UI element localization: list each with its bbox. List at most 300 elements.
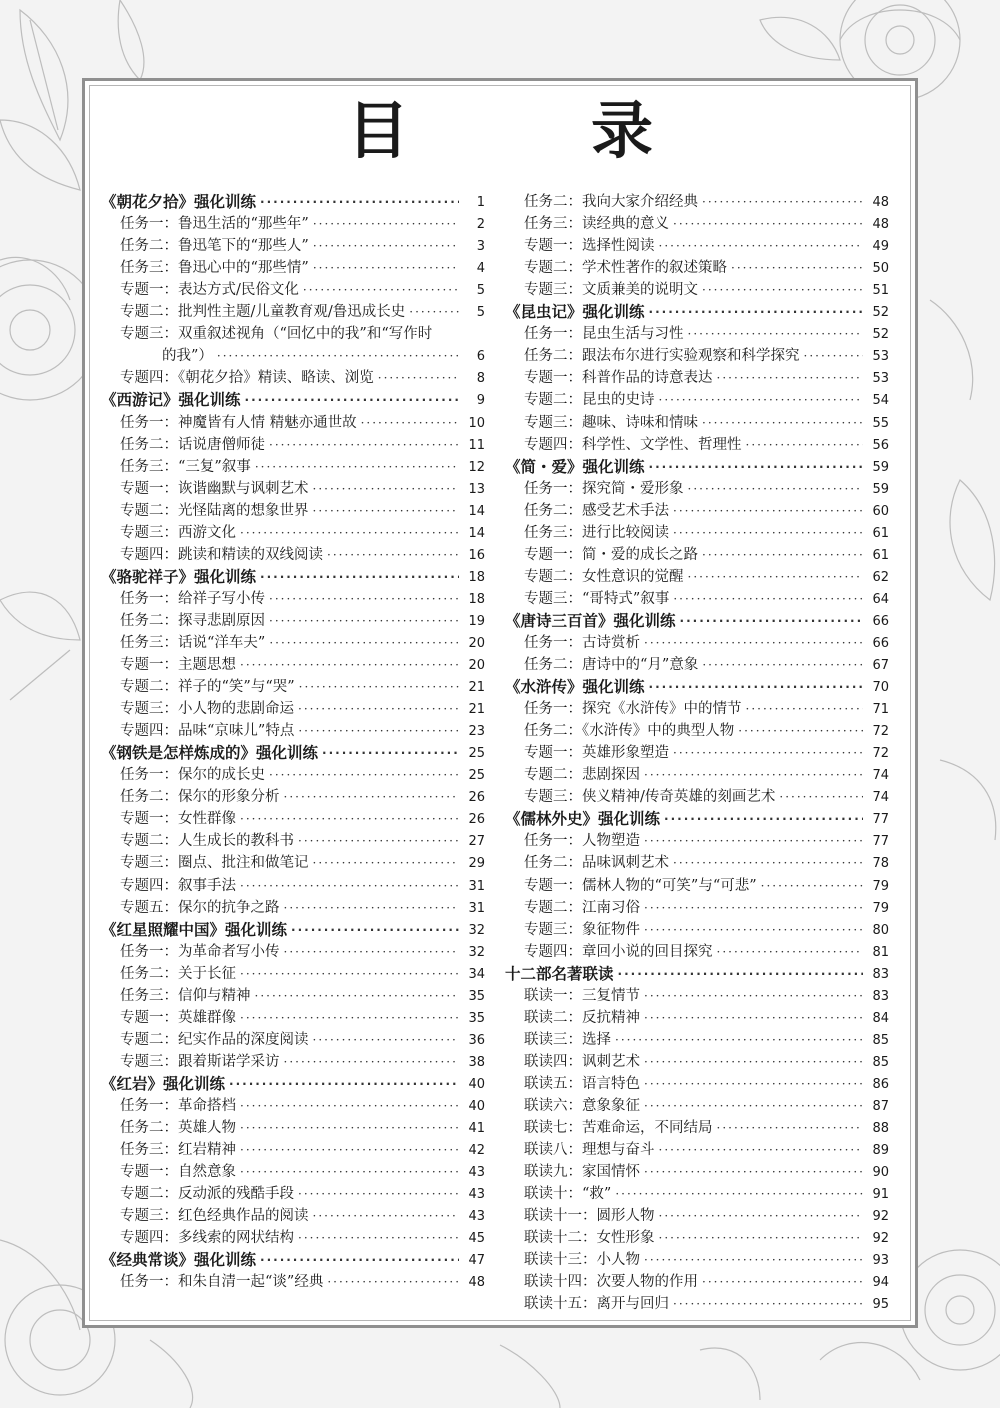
toc-page-number: 64 — [872, 591, 889, 607]
toc-entry-title: 专题一：简・爱的成长之路 — [524, 546, 698, 563]
toc-entry — [101, 1116, 485, 1138]
toc-entry-title: 专题四：品味“京味儿”特点 — [120, 723, 295, 740]
toc-entry-title: 联读三：选择 — [524, 1031, 611, 1048]
toc-leader-dots — [702, 546, 863, 565]
toc-entry-title: 任务三：读经典的意义 — [524, 216, 669, 233]
toc-leader-dots — [644, 1053, 863, 1072]
toc-entry-title: 任务一：鲁迅生活的“那些年” — [120, 216, 309, 233]
toc-page-number: 32 — [468, 922, 485, 938]
toc-entry-title: 专题一：英雄形象塑造 — [524, 745, 669, 762]
toc-leader-dots — [804, 347, 864, 366]
toc-page-number: 90 — [872, 1165, 889, 1181]
toc-entry — [101, 322, 485, 344]
toc-page-number: 56 — [872, 437, 889, 453]
toc-page-number: 26 — [468, 790, 485, 806]
toc-entry — [505, 1138, 889, 1160]
toc-entry-title: 专题二：纪实作品的深度阅读 — [120, 1031, 309, 1048]
toc-leader-dots — [378, 369, 459, 388]
toc-entry — [505, 1160, 889, 1182]
page-title: 目 录 — [346, 94, 713, 167]
toc-page-number: 66 — [872, 613, 889, 629]
toc-entry — [101, 278, 485, 300]
toc-page-number: 83 — [872, 966, 889, 982]
toc-leader-dots — [615, 1185, 863, 1204]
toc-entry-title: 任务三：信仰与精神 — [120, 987, 251, 1004]
toc-page-number: 51 — [872, 283, 889, 299]
toc-leader-dots — [688, 480, 864, 499]
toc-leader-dots — [284, 788, 460, 807]
toc-entry-title: 任务二：鲁迅笔下的“那些人” — [120, 238, 309, 255]
toc-entry — [101, 455, 485, 477]
toc-entry-title: 任务一：保尔的成长史 — [120, 767, 265, 784]
toc-entry — [101, 433, 485, 455]
toc-entry — [505, 234, 889, 256]
toc-leader-dots — [298, 1229, 459, 1248]
toc-entry — [101, 896, 485, 918]
toc-leader-dots — [322, 744, 459, 763]
toc-page-number: 93 — [872, 1253, 889, 1269]
toc-page-number: 18 — [468, 591, 485, 607]
toc-leader-dots — [673, 524, 863, 543]
toc-entry-title: 专题三：侠义精神/传奇英雄的刻画艺术 — [524, 789, 776, 806]
toc-page-number: 20 — [468, 658, 485, 674]
toc-leader-dots — [298, 832, 459, 851]
toc-page-number: 61 — [872, 547, 889, 563]
toc-entry-title: 任务一：探究《水浒传》中的情节 — [524, 701, 742, 718]
toc-entry — [101, 851, 485, 873]
toc-entry — [101, 631, 485, 653]
toc-page-number: 81 — [872, 944, 889, 960]
toc-leader-dots — [673, 590, 863, 609]
toc-entry — [101, 1094, 485, 1116]
toc-leader-dots — [659, 1207, 864, 1226]
toc-leader-dots — [644, 899, 863, 918]
toc-page-number: 91 — [872, 1187, 889, 1203]
toc-page-number: 5 — [476, 305, 485, 321]
toc-entry-title: 专题二：人生成长的教科书 — [120, 833, 294, 850]
toc-entry — [101, 1138, 485, 1160]
toc-entry — [505, 1226, 889, 1248]
toc-leader-dots — [688, 325, 864, 344]
toc-entry — [505, 984, 889, 1006]
toc-page-number: 35 — [468, 988, 485, 1004]
toc-page-number: 60 — [872, 503, 889, 519]
toc-leader-dots — [659, 391, 864, 410]
toc-entry — [505, 1028, 889, 1050]
toc-entry-title: 任务一：探究简・爱形象 — [524, 480, 684, 497]
toc-entry — [101, 366, 485, 388]
toc-leader-dots — [615, 1031, 863, 1050]
toc-leader-dots — [644, 987, 863, 1006]
toc-section-heading — [505, 807, 889, 829]
toc-entry — [505, 631, 889, 653]
toc-entry-title: 任务二：品味讽刺艺术 — [524, 855, 669, 872]
toc-entry — [505, 1182, 889, 1204]
toc-entry-title: 专题二：江南习俗 — [524, 899, 640, 916]
toc-entry-title: 联读九：家国情怀 — [524, 1164, 640, 1181]
toc-entry-title: 专题三：“哥特式”叙事 — [524, 590, 670, 607]
toc-leader-dots — [284, 899, 460, 918]
toc-leader-dots — [649, 678, 863, 697]
toc-entry-title: 《钢铁是怎样炼成的》强化训练 — [101, 744, 319, 763]
toc-leader-dots — [240, 1163, 459, 1182]
toc-entry-title: 专题二：学术性著作的叙述策略 — [524, 260, 727, 277]
toc-leader-dots — [299, 678, 459, 697]
toc-entry — [505, 785, 889, 807]
toc-page-number: 84 — [872, 1010, 889, 1026]
toc-entry-title: 联读二：反抗精神 — [524, 1009, 640, 1026]
toc-leader-dots — [618, 965, 863, 984]
toc-leader-dots — [298, 722, 459, 741]
toc-page-number: 43 — [468, 1165, 485, 1181]
toc-page-number: 14 — [468, 503, 485, 519]
toc-entry-title: 任务二：英雄人物 — [120, 1120, 236, 1137]
toc-leader-dots — [649, 458, 863, 477]
toc-leader-dots — [303, 281, 459, 300]
toc-page-number: 10 — [468, 415, 485, 431]
toc-entry-title: 专题三：圈点、批注和做笔记 — [120, 855, 309, 872]
toc-entry — [505, 433, 889, 455]
toc-entry — [505, 829, 889, 851]
toc-section-heading — [101, 741, 485, 763]
toc-page-number: 72 — [872, 746, 889, 762]
toc-page-number: 48 — [468, 1275, 485, 1291]
toc-page-number: 85 — [872, 1054, 889, 1070]
toc-entry — [101, 785, 485, 807]
toc-entry-title: 联读十三：小人物 — [524, 1252, 640, 1269]
toc-entry — [101, 587, 485, 609]
toc-entry — [505, 190, 889, 212]
toc-entry — [505, 477, 889, 499]
toc-entry — [101, 940, 485, 962]
toc-leader-dots — [644, 1163, 863, 1182]
toc-entry-title: 专题一：儒林人物的“可笑”与“可悲” — [524, 877, 757, 894]
toc-entry-title: 任务二：跟法布尔进行实验观察和科学探究 — [524, 348, 800, 365]
toc-entry-title: 专题三：小人物的悲剧命运 — [120, 701, 294, 718]
toc-leader-dots — [240, 1009, 459, 1028]
toc-page-number: 71 — [872, 702, 889, 718]
toc-entry-title: 《红星照耀中国》强化训练 — [101, 920, 288, 939]
toc-entry-title: 专题三：象征物件 — [524, 921, 640, 938]
toc-entry-title: 任务二：《水浒传》中的典型人物 — [524, 723, 735, 740]
toc-page-number: 32 — [468, 944, 485, 960]
toc-entry-title: 专题四：跳读和精读的双线阅读 — [120, 546, 323, 563]
toc-entry-title: 专题四：科学性、文学性、哲理性 — [524, 436, 742, 453]
toc-page-number: 85 — [872, 1032, 889, 1048]
toc-entry-title: 《儒林外史》强化训练 — [505, 810, 661, 829]
toc-page-number: 16 — [468, 547, 485, 563]
toc-section-heading — [505, 609, 889, 631]
toc-left-column — [101, 190, 485, 1292]
toc-entry-title: 专题一：英雄群像 — [120, 1009, 236, 1026]
toc-leader-dots — [673, 502, 863, 521]
toc-entry — [505, 940, 889, 962]
toc-leader-dots — [240, 810, 459, 829]
toc-entry-title: 《红岩》强化训练 — [101, 1074, 226, 1093]
toc-page-number: 40 — [468, 1098, 485, 1114]
toc-page-number: 88 — [872, 1121, 889, 1137]
toc-leader-dots — [738, 722, 863, 741]
toc-leader-dots — [702, 281, 863, 300]
toc-leader-dots — [260, 193, 459, 212]
toc-entry — [505, 1248, 889, 1270]
toc-entry — [505, 499, 889, 521]
toc-entry — [505, 1116, 889, 1138]
toc-entry-title: 任务三：红岩精神 — [120, 1142, 236, 1159]
toc-page-number: 74 — [872, 768, 889, 784]
toc-leader-dots — [644, 1075, 863, 1094]
toc-section-heading — [101, 1072, 485, 1094]
toc-entry-title: 联读十：“救” — [524, 1186, 612, 1203]
toc-leader-dots — [644, 1009, 863, 1028]
toc-entry-title: 《经典常谈》强化训练 — [101, 1251, 257, 1270]
toc-right-column — [505, 190, 889, 1314]
toc-entry-title: 任务三：话说“洋车夫” — [120, 634, 266, 651]
toc-entry — [505, 388, 889, 410]
toc-leader-dots — [245, 391, 459, 410]
toc-entry — [101, 300, 485, 322]
toc-entry — [101, 256, 485, 278]
toc-leader-dots — [673, 1295, 863, 1314]
toc-leader-dots — [717, 1119, 864, 1138]
toc-page-number: 21 — [468, 680, 485, 696]
toc-page-number: 66 — [872, 635, 889, 651]
toc-entry — [505, 1072, 889, 1094]
toc-entry-title: 专题四：《朝花夕拾》精读、略读、浏览 — [120, 370, 374, 387]
toc-page-number: 40 — [468, 1076, 485, 1092]
toc-entry-title: 专题二：光怪陆离的想象世界 — [120, 502, 309, 519]
toc-leader-dots — [240, 1097, 459, 1116]
toc-entry-title: 专题二：祥子的“笑”与“哭” — [120, 679, 295, 696]
toc-leader-dots — [240, 1141, 459, 1160]
toc-leader-dots — [291, 921, 459, 940]
toc-entry — [505, 741, 889, 763]
toc-entry-title: 任务二：唐诗中的“月”意象 — [524, 657, 699, 674]
toc-entry — [101, 697, 485, 719]
toc-entry-title: 任务一：古诗赏析 — [524, 634, 640, 651]
toc-entry — [101, 1028, 485, 1050]
toc-page-number: 8 — [476, 371, 485, 387]
toc-entry — [101, 962, 485, 984]
toc-page-number: 86 — [872, 1076, 889, 1092]
toc-page-number: 31 — [468, 878, 485, 894]
toc-leader-dots — [313, 854, 460, 873]
toc-page-number: 87 — [872, 1098, 889, 1114]
toc-entry-title: 专题二：女性意识的觉醒 — [524, 568, 684, 585]
toc-entry-title: 《水浒传》强化训练 — [505, 678, 645, 697]
toc-section-heading — [101, 565, 485, 587]
toc-entry-title: 专题一：诙谐幽默与讽刺艺术 — [120, 480, 309, 497]
toc-entry-title: 专题四：多线索的网状结构 — [120, 1230, 294, 1247]
toc-leader-dots — [717, 369, 864, 388]
toc-leader-dots — [702, 193, 863, 212]
toc-entry-title: 专题三：双重叙述视角（“回忆中的我”和“写作时 — [120, 326, 433, 343]
toc-entry-title: 任务一：革命搭档 — [120, 1097, 236, 1114]
toc-leader-dots — [298, 1185, 459, 1204]
toc-entry — [101, 807, 485, 829]
toc-page-number: 79 — [872, 900, 889, 916]
toc-page-number: 5 — [476, 283, 485, 299]
toc-entry — [505, 256, 889, 278]
toc-leader-dots — [644, 921, 863, 940]
toc-entry — [505, 587, 889, 609]
toc-leader-dots — [240, 1119, 459, 1138]
toc-page-number: 18 — [468, 569, 485, 585]
toc-entry-title: 专题二：批判性主题/儿童教育观/鲁迅成长史 — [120, 304, 406, 321]
toc-leader-dots — [644, 1097, 863, 1116]
toc-entry-title: 专题一：表达方式/民俗文化 — [120, 282, 299, 299]
toc-page-number: 59 — [872, 459, 889, 475]
toc-entry-title: 专题二：悲剧探因 — [524, 767, 640, 784]
toc-leader-dots — [409, 303, 459, 322]
toc-leader-dots — [313, 259, 459, 278]
toc-leader-dots — [269, 766, 459, 785]
toc-entry-title: 专题一：自然意象 — [120, 1164, 236, 1181]
toc-entry-title: 《昆虫记》强化训练 — [505, 303, 645, 322]
toc-entry-title: 联读十四：次要人物的作用 — [524, 1274, 698, 1291]
toc-entry — [505, 366, 889, 388]
toc-page-number: 19 — [468, 613, 485, 629]
toc-entry — [101, 212, 485, 234]
toc-page-number: 77 — [872, 812, 889, 828]
toc-page-number: 25 — [468, 746, 485, 762]
toc-leader-dots — [327, 546, 459, 565]
toc-entry — [505, 543, 889, 565]
toc-entry — [101, 344, 485, 366]
toc-entry — [505, 653, 889, 675]
toc-entry — [101, 521, 485, 543]
toc-leader-dots — [255, 987, 460, 1006]
toc-entry-title: 《朝花夕拾》强化训练 — [101, 193, 257, 212]
toc-entry-title: 《唐诗三百首》强化训练 — [505, 611, 676, 630]
toc-leader-dots — [313, 1031, 460, 1050]
toc-entry — [101, 1204, 485, 1226]
toc-entry-title: 专题四：章回小说的回目探究 — [524, 943, 713, 960]
toc-page-number: 6 — [476, 349, 485, 365]
toc-entry — [505, 1050, 889, 1072]
toc-entry — [505, 1292, 889, 1314]
toc-entry-title: 任务三：进行比较阅读 — [524, 524, 669, 541]
toc-leader-dots — [260, 1251, 459, 1270]
toc-page-number: 43 — [468, 1209, 485, 1225]
toc-leader-dots — [673, 854, 863, 873]
toc-entry-title: 专题三：文质兼美的说明文 — [524, 282, 698, 299]
toc-page-number: 3 — [476, 239, 485, 255]
toc-entry-title: 专题一：选择性阅读 — [524, 238, 655, 255]
toc-page-number: 1 — [476, 195, 485, 211]
toc-page-number: 31 — [468, 900, 485, 916]
toc-leader-dots — [688, 568, 864, 587]
toc-page-number: 13 — [468, 481, 485, 497]
toc-leader-dots — [644, 1251, 863, 1270]
toc-entry — [101, 873, 485, 895]
toc-entry — [101, 543, 485, 565]
toc-page-number: 4 — [476, 261, 485, 277]
toc-leader-dots — [298, 700, 459, 719]
toc-entry-title: 专题二：昆虫的史诗 — [524, 392, 655, 409]
toc-leader-dots — [673, 215, 863, 234]
toc-entry — [505, 719, 889, 741]
toc-entry — [505, 344, 889, 366]
toc-entry-title: 联读七：苦难命运，不同结局 — [524, 1120, 713, 1137]
toc-leader-dots — [702, 1273, 863, 1292]
toc-page-number: 42 — [468, 1143, 485, 1159]
toc-leader-dots — [284, 1053, 460, 1072]
toc-page-number: 70 — [872, 680, 889, 696]
toc-entry-title: 任务二：关于长征 — [120, 965, 236, 982]
toc-leader-dots — [659, 237, 864, 256]
toc-leader-dots — [313, 237, 459, 256]
toc-entry — [101, 1226, 485, 1248]
toc-leader-dots — [779, 788, 863, 807]
toc-page-number: 78 — [872, 856, 889, 872]
toc-page-number: 59 — [872, 481, 889, 497]
toc-page-number: 62 — [872, 569, 889, 585]
toc-entry-title: 联读四：讽刺艺术 — [524, 1053, 640, 1070]
toc-leader-dots — [644, 634, 863, 653]
toc-entry-title: 任务二：探寻悲剧原因 — [120, 612, 265, 629]
toc-entry — [101, 1182, 485, 1204]
toc-entry-title: 任务一：昆虫生活与习性 — [524, 326, 684, 343]
toc-section-heading — [101, 388, 485, 410]
toc-section-heading — [505, 962, 889, 984]
toc-leader-dots — [260, 568, 459, 587]
toc-leader-dots — [217, 347, 459, 366]
toc-entry — [101, 477, 485, 499]
toc-entry — [101, 1006, 485, 1028]
toc-page-number: 53 — [872, 349, 889, 365]
toc-entry — [101, 499, 485, 521]
toc-leader-dots — [746, 436, 864, 455]
toc-entry — [101, 984, 485, 1006]
toc-entry-title: 《骆驼祥子》强化训练 — [101, 567, 257, 586]
toc-leader-dots — [659, 1141, 864, 1160]
toc-entry-title: 任务三：“三复”叙事 — [120, 458, 251, 475]
toc-entry — [505, 1270, 889, 1292]
toc-page-number: 67 — [872, 658, 889, 674]
toc-page-number: 54 — [872, 393, 889, 409]
toc-leader-dots — [680, 612, 863, 631]
toc-entry-title: 专题一：女性群像 — [120, 811, 236, 828]
toc-entry-title: 专题一：主题思想 — [120, 657, 236, 674]
toc-leader-dots — [327, 1273, 459, 1292]
toc-entry-title: 专题五：保尔的抗争之路 — [120, 899, 280, 916]
toc-entry — [505, 918, 889, 940]
toc-page-number: 89 — [872, 1143, 889, 1159]
toc-entry-title: 十二部名著联读 — [505, 964, 614, 983]
toc-entry-title: 任务一：为革命者写小传 — [120, 943, 280, 960]
toc-page-number: 14 — [468, 525, 485, 541]
toc-entry — [505, 896, 889, 918]
toc-page-number: 94 — [872, 1275, 889, 1291]
toc-entry-title: 任务二：话说唐僧师徒 — [120, 436, 265, 453]
toc-page-number: 49 — [872, 239, 889, 255]
toc-leader-dots — [313, 215, 459, 234]
toc-entry — [505, 565, 889, 587]
toc-entry — [101, 1270, 485, 1292]
toc-page-number: 29 — [468, 856, 485, 872]
toc-entry — [101, 609, 485, 631]
toc-page-number: 55 — [872, 415, 889, 431]
toc-page-number: 25 — [468, 768, 485, 784]
toc-page-number: 95 — [872, 1297, 889, 1313]
toc-page-number: 12 — [468, 459, 485, 475]
toc-page-number: 9 — [476, 393, 485, 409]
toc-entry-title: 的我”） — [162, 348, 213, 365]
toc-leader-dots — [702, 414, 863, 433]
toc-entry — [101, 829, 485, 851]
toc-leader-dots — [313, 502, 460, 521]
